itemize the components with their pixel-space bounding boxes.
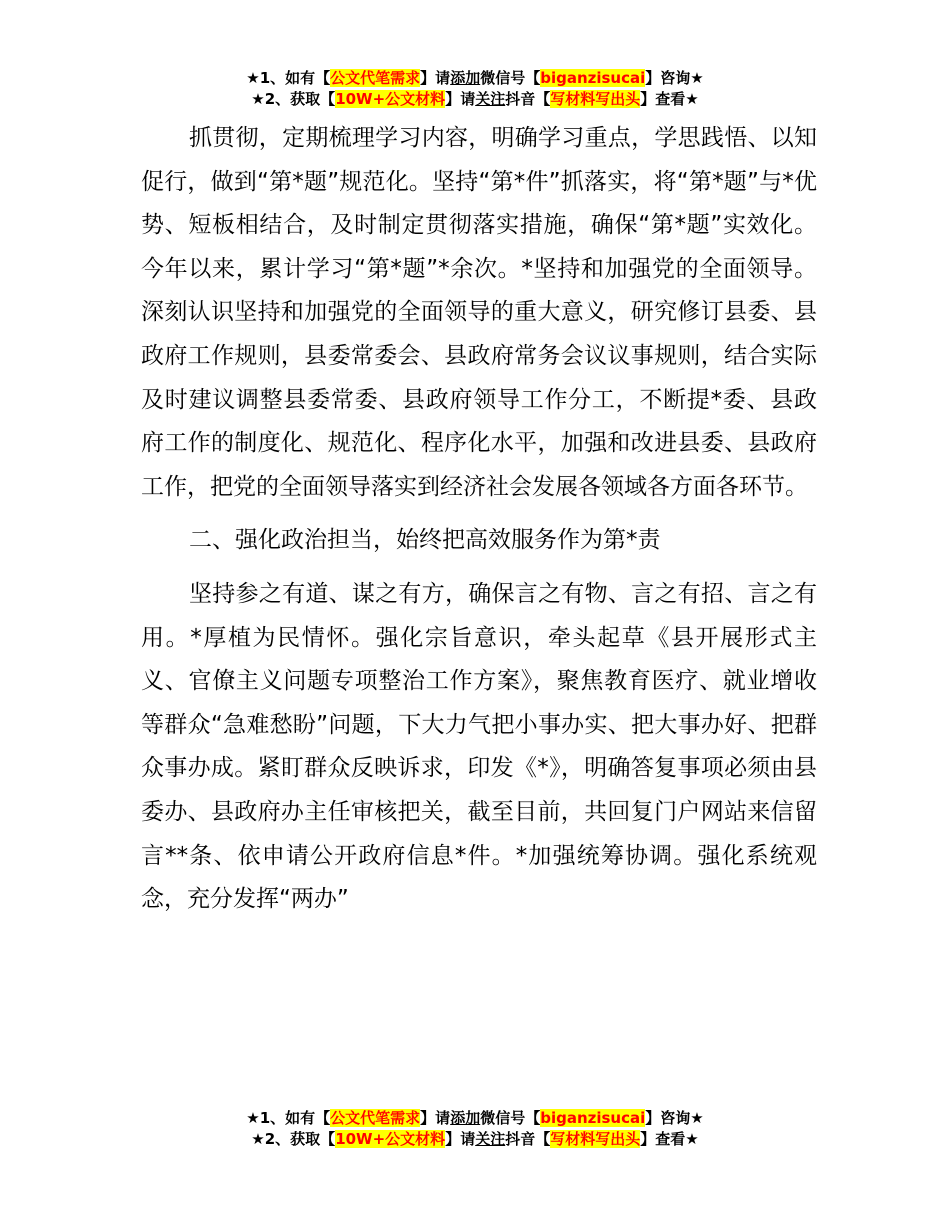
banner-text: ★2、获取【 bbox=[251, 90, 336, 108]
highlight-text: 写材料写出头 bbox=[550, 1130, 641, 1148]
banner-text: 】查看★ bbox=[640, 90, 699, 108]
banner-text: 抖音【 bbox=[505, 1130, 551, 1148]
highlight-text: 10W+公文材料 bbox=[335, 1130, 446, 1148]
banner-line-1 bbox=[0, 1108, 950, 1129]
underlined-text: 添加 bbox=[450, 69, 481, 87]
highlight-text: 公文代笔需求 bbox=[330, 69, 421, 87]
section-heading: 二、强化政治担当，始终把高效服务作为第*责 bbox=[189, 527, 661, 554]
banner-text: 】请 bbox=[445, 90, 476, 108]
banner-line-2 bbox=[0, 1129, 950, 1150]
highlight-text: 写材料写出头 bbox=[550, 90, 641, 108]
footer-banner bbox=[0, 1108, 950, 1150]
underlined-text: 关注 bbox=[475, 90, 506, 108]
highlight-text: 公文代笔需求 bbox=[330, 1109, 421, 1127]
underlined-text: 添加 bbox=[450, 1109, 481, 1127]
banner-line-1 bbox=[0, 68, 950, 89]
header-banner bbox=[0, 68, 950, 110]
banner-line-2 bbox=[0, 89, 950, 110]
banner-text: 】请 bbox=[420, 1109, 451, 1127]
banner-text: 】请 bbox=[445, 1130, 476, 1148]
banner-text: ★2、获取【 bbox=[251, 1130, 336, 1148]
banner-text: 】查看★ bbox=[640, 1130, 699, 1148]
banner-text: 微信号【 bbox=[480, 69, 541, 87]
banner-text: 抖音【 bbox=[505, 90, 551, 108]
document-body bbox=[141, 117, 817, 922]
banner-text: 】咨询★ bbox=[645, 69, 704, 87]
banner-text: 】咨询★ bbox=[645, 1109, 704, 1127]
highlight-text: 10W+公文材料 bbox=[335, 90, 446, 108]
banner-text: 微信号【 bbox=[480, 1109, 541, 1127]
banner-text: 】请 bbox=[420, 69, 451, 87]
highlight-text: biganzisucai bbox=[540, 1109, 646, 1127]
body-paragraph-2: 坚持参之有道、谋之有方，确保言之有物、言之有招、言之有用。*厚植为民情怀。强化宗旨意识，牵头起草《县开展形式主义、官僚主义问题专项整治工作方案》，聚焦教育医疗、就业增收等群众“急难愁盼”问题，下大力气把小事办实、把大事办好、把群众事办成。紧盯群众反映诉求，印发《*》，明确答复事项必须由县委办、县政府办主任审核把关，截至目前，共回复门户网站来信留言**条、依申请公开政府信息*件。*加强统筹协调。强化系统观念，充分发挥“两办” bbox=[141, 580, 817, 913]
underlined-text: 关注 bbox=[475, 1130, 506, 1148]
highlight-text: biganzisucai bbox=[540, 69, 646, 87]
body-paragraph-1: 抓贯彻，定期梳理学习内容，明确学习重点，学思践悟、以知促行，做到“第*题”规范化。坚持“第*件”抓落实，将“第*题”与*优势、短板相结合，及时制定贯彻落实措施，确保“第*题”实效化。今年以来，累计学习“第*题”*余次。*坚持和加强党的全面领导。深刻认识坚持和加强党的全面领导的重大意义，研究修订县委、县政府工作规则，县委常委会、县政府常务会议议事规则，结合实际及时建议调整县委常委、县政府领导工作分工，不断提*委、县政府工作的制度化、规范化、程序化水平，加强和改进县委、县政府工作，把党的全面领导落实到经济社会发展各领域各方面各环节。 bbox=[141, 125, 817, 500]
banner-text: ★1、如有【 bbox=[246, 69, 331, 87]
banner-text: ★1、如有【 bbox=[246, 1109, 331, 1127]
